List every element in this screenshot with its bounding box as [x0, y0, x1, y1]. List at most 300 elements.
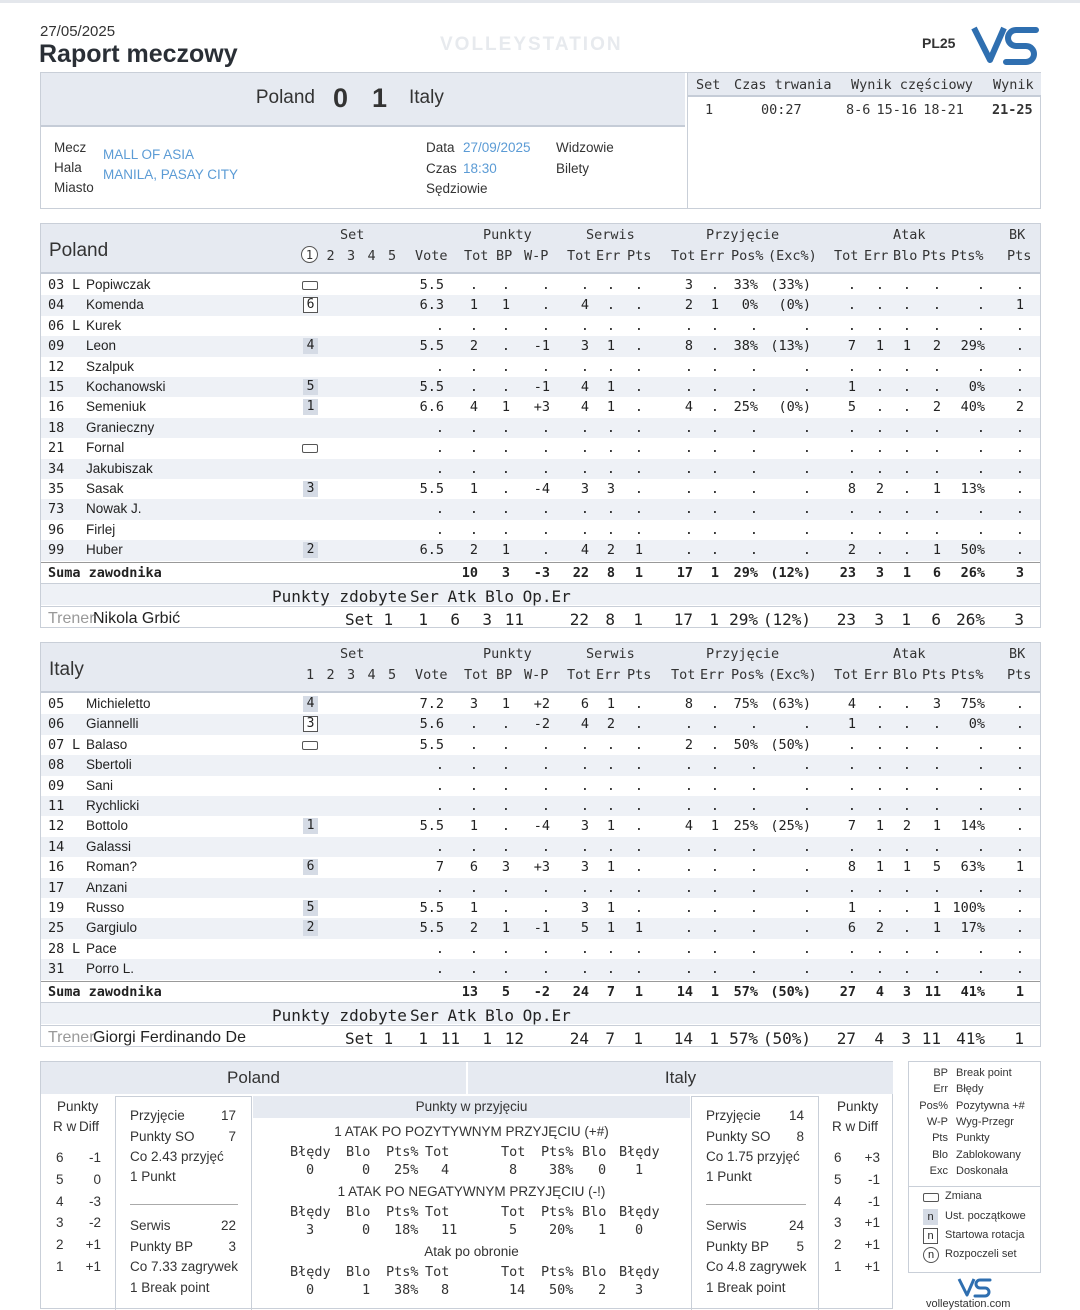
stat-a-err: 1 — [875, 338, 884, 355]
stat-s-pts: . — [634, 419, 643, 436]
stat-p-tot: 2 — [469, 338, 478, 355]
stat-r-pos: . — [749, 501, 758, 518]
exc-header: (Exc%) — [768, 248, 817, 264]
start-position-badge: 4 — [303, 338, 318, 354]
player-vote: . — [435, 777, 444, 794]
pz-stat-bk: 1 — [1014, 1028, 1024, 1048]
stat-s-tot: . — [580, 940, 589, 957]
stat-s-err: 1 — [606, 859, 615, 876]
stat-a-err: 2 — [875, 481, 884, 497]
away-co-przyjec: Co 1.75 przyjęć — [706, 1149, 800, 1164]
rotation-number: 1 — [834, 1259, 842, 1274]
stat-a-pts: . — [932, 440, 941, 457]
stat-r-tot: . — [684, 777, 693, 794]
stat-a-pct: . — [976, 358, 985, 375]
stat-p-tot: . — [469, 501, 478, 518]
player-number: 16 — [48, 859, 65, 876]
start-position-badge: 1 — [303, 399, 318, 415]
player-number: 12 — [48, 818, 65, 835]
stat-s-pts: . — [634, 716, 643, 733]
stat-s-tot: . — [580, 317, 589, 334]
stat-a-err: . — [875, 440, 884, 457]
stat-a-err: . — [875, 961, 884, 978]
player-number: 08 — [48, 757, 65, 774]
pz-stat-r-err: 1 — [709, 1028, 719, 1048]
page-title: Raport meczowy — [39, 40, 238, 68]
rotation-diff: +1 — [864, 1215, 880, 1231]
label-czas: Czas — [426, 161, 457, 176]
stat-a-pts: . — [932, 940, 941, 957]
atak-header: Atak — [893, 227, 926, 243]
stat-a-pct: . — [976, 961, 985, 978]
top-divider — [0, 0, 1080, 3]
substitution-icon — [923, 1193, 939, 1202]
stat-a-pct: . — [976, 798, 985, 814]
stat-p-wp: . — [541, 798, 550, 814]
stat-r-err: . — [710, 358, 719, 375]
stat-s-pts: . — [634, 501, 643, 518]
err-header: Err — [596, 248, 621, 264]
stat-r-err: . — [710, 277, 719, 293]
stat-a-pts: . — [932, 277, 941, 293]
stat-a-pts: . — [932, 777, 941, 794]
stat-a-tot: . — [847, 297, 856, 314]
pz-op: 12 — [504, 1028, 524, 1048]
player-row — [41, 540, 1040, 560]
player-vote: 6.3 — [419, 297, 444, 314]
team-name: Italy — [49, 659, 84, 680]
pos-header: Pos% — [731, 248, 764, 264]
stat-a-pts: 1 — [932, 818, 941, 835]
pz-stat-s-pts: 1 — [633, 1028, 643, 1048]
block-value: 1 — [598, 1222, 607, 1238]
player-number: 25 — [48, 920, 65, 937]
block-head: Tot — [425, 1204, 450, 1220]
stat-r-exc: (0%) — [778, 297, 811, 314]
coach-name: Giorgi Ferdinando De — [93, 1028, 246, 1046]
stat-s-pts: . — [634, 338, 643, 355]
player-number: 99 — [48, 542, 65, 559]
player-name: Giannelli — [86, 716, 139, 732]
stat-s-pts: 1 — [634, 542, 643, 559]
stat-a-tot: 8 — [847, 481, 856, 497]
stat-r-exc: (12%) — [770, 564, 811, 581]
stat-bk: . — [1015, 379, 1024, 395]
stat-a-pts: . — [932, 460, 941, 477]
stat-a-pts: . — [932, 757, 941, 774]
coach-row — [41, 606, 1040, 628]
stat-r-err: . — [710, 859, 719, 876]
stat-a-blo: 1 — [902, 859, 911, 876]
stat-s-pts: . — [634, 859, 643, 876]
stat-a-tot: 1 — [847, 379, 856, 395]
block-head: Pts% — [541, 1204, 574, 1220]
home-serwis-value: 22 — [220, 1218, 236, 1233]
set-2-header: 2 — [326, 248, 335, 264]
stat-r-exc: . — [802, 419, 811, 436]
stat-p-wp: +3 — [533, 399, 550, 416]
block-value: 5 — [509, 1222, 518, 1238]
stat-a-blo: . — [902, 460, 911, 477]
player-name: Galassi — [86, 838, 132, 854]
pz-stat-a-tot: 23 — [836, 609, 856, 629]
stat-bk: 1 — [1015, 983, 1024, 1000]
rotation-diff: +1 — [864, 1259, 880, 1274]
pz-stat-bk: 3 — [1014, 609, 1024, 629]
start-position-badge: 5 — [303, 900, 318, 916]
block-value: 4 — [441, 1162, 450, 1178]
sum-label: Suma zawodnika — [48, 564, 162, 581]
stat-a-tot: . — [847, 521, 856, 538]
legend-ust-poczatkowe: Ust. początkowe — [945, 1210, 1026, 1222]
stat-a-tot: . — [847, 419, 856, 436]
player-row — [41, 939, 1040, 959]
stat-r-exc: (25%) — [770, 818, 811, 835]
block-value: 20% — [549, 1222, 574, 1238]
stat-a-pct: . — [976, 879, 985, 896]
stat-r-err: . — [710, 920, 719, 937]
stat-s-tot: 4 — [580, 297, 589, 314]
rotation-number: 3 — [834, 1215, 842, 1231]
tot-header: Tot — [671, 667, 696, 683]
stat-p-bp: . — [501, 460, 510, 477]
pz-stat-a-blo: 1 — [901, 609, 911, 629]
set-header: Set — [340, 227, 365, 243]
set-header: Set — [340, 646, 365, 662]
stat-a-blo: . — [902, 736, 911, 753]
stat-r-err: . — [710, 317, 719, 334]
stat-p-bp: . — [501, 338, 510, 355]
rotation-diff: +1 — [85, 1259, 101, 1274]
player-number: 05 — [48, 696, 65, 712]
player-name: Balaso — [86, 736, 128, 752]
legend-startowa-rotacja: Startowa rotacja — [945, 1229, 1025, 1241]
stat-r-exc: . — [802, 358, 811, 375]
start-rotation-icon: n — [923, 1228, 938, 1244]
stat-a-pct: 17% — [960, 920, 985, 937]
stat-r-tot: . — [684, 521, 693, 538]
label-widzowie: Widzowie — [556, 140, 614, 155]
stat-a-pts: 1 — [932, 481, 941, 497]
points-scored-row — [41, 583, 1040, 605]
stat-p-bp: . — [501, 277, 510, 293]
player-name: Porro L. — [86, 961, 135, 977]
rotation-number: 5 — [834, 1171, 842, 1187]
player-number: 07 — [48, 736, 65, 753]
stat-bk: 1 — [1015, 859, 1024, 876]
rotation-number: 5 — [56, 1171, 64, 1187]
rotation-number: 6 — [56, 1150, 64, 1165]
stat-r-err: . — [710, 940, 719, 957]
legend-abbr: Err — [933, 1083, 948, 1096]
stat-bk: . — [1015, 940, 1024, 957]
stat-p-tot: 2 — [469, 920, 478, 937]
stat-bk: . — [1015, 358, 1024, 375]
serwis-header: Serwis — [586, 227, 635, 243]
stat-a-tot: . — [847, 277, 856, 293]
stat-r-exc: (50%) — [770, 983, 811, 1000]
home-co-przyjec: Co 2.43 przyjęć — [130, 1149, 224, 1164]
stat-a-tot: 2 — [847, 542, 856, 559]
punkty-zdobyte-label: Punkty zdobyte — [272, 1005, 407, 1025]
stat-s-pts: . — [634, 277, 643, 293]
stat-p-tot: . — [469, 460, 478, 477]
coach-name: Nikola Grbić — [93, 609, 181, 627]
stat-p-wp: -4 — [533, 481, 550, 497]
stat-a-tot: . — [847, 736, 856, 753]
err-header: Err — [700, 248, 725, 264]
stat-p-bp: 1 — [501, 542, 510, 559]
stat-a-tot: . — [847, 838, 856, 855]
stat-r-exc: . — [802, 757, 811, 774]
stat-a-blo: . — [902, 521, 911, 538]
stat-a-blo: . — [902, 379, 911, 395]
stat-p-wp: . — [541, 419, 550, 436]
stat-a-err: . — [875, 317, 884, 334]
stat-bk: . — [1015, 961, 1024, 978]
stat-r-err: 1 — [710, 564, 719, 581]
stat-p-wp: . — [541, 838, 550, 855]
block-head: Blo — [582, 1144, 607, 1160]
block-value: 38% — [549, 1162, 574, 1178]
stat-a-pct: . — [976, 838, 985, 855]
player-vote: . — [435, 757, 444, 774]
block-head: Tot — [501, 1204, 526, 1220]
stat-bk: . — [1015, 481, 1024, 497]
stat-a-pct: . — [976, 277, 985, 293]
pz-stat-a-pct: 41% — [956, 1028, 985, 1048]
legend-box — [908, 1061, 1041, 1273]
libero-flag: L — [72, 736, 81, 753]
stat-a-blo: . — [902, 716, 911, 733]
stat-s-tot: 6 — [580, 696, 589, 712]
pts-header: Pts — [1007, 667, 1032, 683]
blo-header: Blo — [893, 667, 918, 683]
stat-a-err: 1 — [875, 818, 884, 835]
player-name: Sani — [86, 777, 114, 793]
rotation-diff: -1 — [88, 1150, 101, 1165]
stat-a-blo: . — [902, 317, 911, 334]
legend-desc: Błędy — [956, 1083, 984, 1096]
stat-a-blo: . — [902, 297, 911, 314]
stat-r-err: . — [710, 696, 719, 712]
competition-code: PL25 — [922, 35, 956, 51]
rotation-diff: -1 — [867, 1171, 880, 1187]
stat-r-pos: . — [749, 317, 758, 334]
stat-a-tot: 7 — [847, 818, 856, 835]
player-row — [41, 694, 1040, 714]
stat-p-wp: . — [541, 460, 550, 477]
stat-s-err: 8 — [606, 564, 615, 581]
player-name: Firlej — [86, 521, 116, 537]
stat-s-tot: 3 — [580, 481, 589, 497]
stat-s-pts: 1 — [634, 920, 643, 937]
stat-p-tot: . — [469, 277, 478, 293]
report-date: 27/05/2025 — [40, 23, 116, 40]
stat-p-wp: -1 — [533, 379, 550, 395]
stat-bk: . — [1015, 818, 1024, 835]
stat-p-tot: 13 — [461, 983, 478, 1000]
stat-r-exc: (13%) — [770, 338, 811, 355]
stat-a-pct: 75% — [960, 696, 985, 712]
stat-a-tot: . — [847, 440, 856, 457]
set-5-header: 5 — [388, 248, 397, 264]
stat-r-tot: 2 — [684, 297, 693, 314]
tot-header: Tot — [464, 248, 489, 264]
player-name: Kurek — [86, 317, 122, 333]
err-header: Err — [700, 667, 725, 683]
stat-s-tot: 3 — [580, 900, 589, 916]
stat-s-tot: . — [580, 358, 589, 375]
stat-p-bp: . — [501, 798, 510, 814]
set-col-header: Set — [696, 77, 721, 93]
player-number: 15 — [48, 379, 65, 395]
legend-desc: Pozytywna +# — [956, 1099, 1025, 1112]
player-vote: . — [435, 879, 444, 896]
pz-stat-r-err: 1 — [709, 609, 719, 629]
stat-p-tot: . — [469, 777, 478, 794]
stat-p-wp: -1 — [533, 338, 550, 355]
stat-a-pts: . — [932, 798, 941, 814]
player-number: 19 — [48, 900, 65, 916]
legend-desc: Break point — [956, 1067, 1012, 1079]
stat-s-err: 2 — [606, 716, 615, 733]
pz-stat-s-tot: 24 — [569, 1028, 589, 1048]
legend-abbr: Blo — [932, 1148, 948, 1161]
stat-a-pct: . — [976, 440, 985, 457]
player-name: Anzani — [86, 879, 128, 895]
stat-s-err: 3 — [606, 481, 615, 497]
stat-r-tot: . — [684, 900, 693, 916]
home-so-label: Punkty SO — [130, 1129, 195, 1144]
punkty-zdobyte-label: Punkty zdobyte — [272, 586, 407, 606]
player-name: Gargiulo — [86, 920, 138, 936]
stat-s-pts: . — [634, 879, 643, 896]
summary-home-header: Poland — [41, 1062, 466, 1094]
player-name: Rychlicki — [86, 798, 140, 813]
match-time: 18:30 — [463, 161, 497, 176]
block-value: 11 — [441, 1222, 458, 1238]
stat-s-err: . — [606, 777, 615, 794]
player-name: Roman? — [86, 859, 138, 875]
stat-bk: . — [1015, 317, 1024, 334]
player-row — [41, 459, 1040, 479]
initial-setup-icon: n — [923, 1209, 938, 1225]
player-number: 03 — [48, 277, 65, 293]
stat-r-pos: . — [749, 358, 758, 375]
stat-a-blo: . — [902, 419, 911, 436]
player-name: Kochanowski — [86, 379, 166, 394]
stat-r-err: 1 — [710, 983, 719, 1000]
stat-bk: 3 — [1015, 564, 1024, 581]
player-row — [41, 918, 1040, 938]
stat-r-pos: 0% — [741, 297, 758, 314]
stat-a-pts: 11 — [924, 983, 941, 1000]
stat-bk: . — [1015, 419, 1024, 436]
stat-s-err: 1 — [606, 818, 615, 835]
stat-p-bp: . — [501, 481, 510, 497]
block-value: 0 — [362, 1222, 371, 1238]
stat-a-pct: 26% — [960, 564, 985, 581]
pz-stat-r-pos: 29% — [729, 609, 758, 629]
label-bilety: Bilety — [556, 161, 590, 176]
stat-r-exc: . — [802, 900, 811, 916]
stat-s-tot: . — [580, 501, 589, 518]
pz-atk: 11 — [440, 1028, 460, 1048]
player-vote: 5.5 — [419, 379, 444, 395]
start-position-badge: 1 — [303, 818, 318, 834]
home-stats-box — [115, 1096, 252, 1310]
stat-bk: . — [1015, 460, 1024, 477]
stat-a-pts: 1 — [932, 542, 941, 559]
away-serwis-value: 24 — [788, 1218, 804, 1233]
player-name: Leon — [86, 338, 117, 354]
stat-p-bp: . — [501, 838, 510, 855]
stat-p-tot: . — [469, 798, 478, 814]
stat-a-pct: 0% — [968, 716, 985, 733]
home-sets-score: 0 — [333, 83, 349, 113]
stat-p-tot: . — [469, 961, 478, 978]
stat-p-bp: . — [501, 757, 510, 774]
stat-a-tot: . — [847, 317, 856, 334]
player-name: Sbertoli — [86, 757, 132, 773]
set-label: Set 1 — [345, 1028, 394, 1048]
player-vote: . — [435, 501, 444, 518]
stat-p-wp: -3 — [533, 564, 550, 581]
stat-s-err: 1 — [606, 920, 615, 937]
substitution-icon — [302, 281, 318, 290]
punkty-header: Punkty — [483, 227, 532, 243]
stat-a-blo: . — [902, 757, 911, 774]
stat-r-exc: . — [802, 940, 811, 957]
stat-bk: . — [1015, 542, 1024, 559]
stat-r-tot: . — [684, 419, 693, 436]
stat-r-exc: . — [802, 879, 811, 896]
err-header: Err — [596, 667, 621, 683]
legend-rozpoczeli-set: Rozpoczeli set — [945, 1248, 1017, 1260]
stat-a-blo: . — [902, 542, 911, 559]
tot-header: Tot — [834, 667, 859, 683]
stat-r-pos: 29% — [733, 564, 758, 581]
bk-header: BK — [1009, 646, 1026, 662]
rotation-diff: -3 — [88, 1193, 101, 1209]
stat-r-tot: . — [684, 542, 693, 559]
player-row — [41, 714, 1040, 734]
stat-s-pts: . — [634, 317, 643, 334]
stat-p-bp: 1 — [501, 920, 510, 937]
stat-s-tot: . — [580, 757, 589, 774]
stat-a-err: 1 — [875, 859, 884, 876]
bp-header: BP — [496, 248, 513, 264]
stat-p-tot: . — [469, 521, 478, 538]
rotation-number: 2 — [56, 1237, 64, 1253]
player-name: Semeniuk — [86, 399, 147, 415]
divider — [130, 1204, 238, 1205]
stat-a-pts: . — [932, 521, 941, 538]
stat-s-err: . — [606, 838, 615, 855]
pz-stat-r-pos: 57% — [729, 1028, 758, 1048]
stat-r-exc: . — [802, 521, 811, 538]
stat-r-exc: . — [802, 798, 811, 814]
stat-a-tot: 6 — [847, 920, 856, 937]
stat-a-blo: . — [902, 879, 911, 896]
player-number: 06 — [48, 716, 65, 733]
stat-r-pos: . — [749, 757, 758, 774]
stat-a-blo: 1 — [902, 338, 911, 355]
stat-a-err: . — [875, 501, 884, 518]
stat-s-pts: 1 — [634, 983, 643, 1000]
rotation-number: 6 — [834, 1150, 842, 1165]
